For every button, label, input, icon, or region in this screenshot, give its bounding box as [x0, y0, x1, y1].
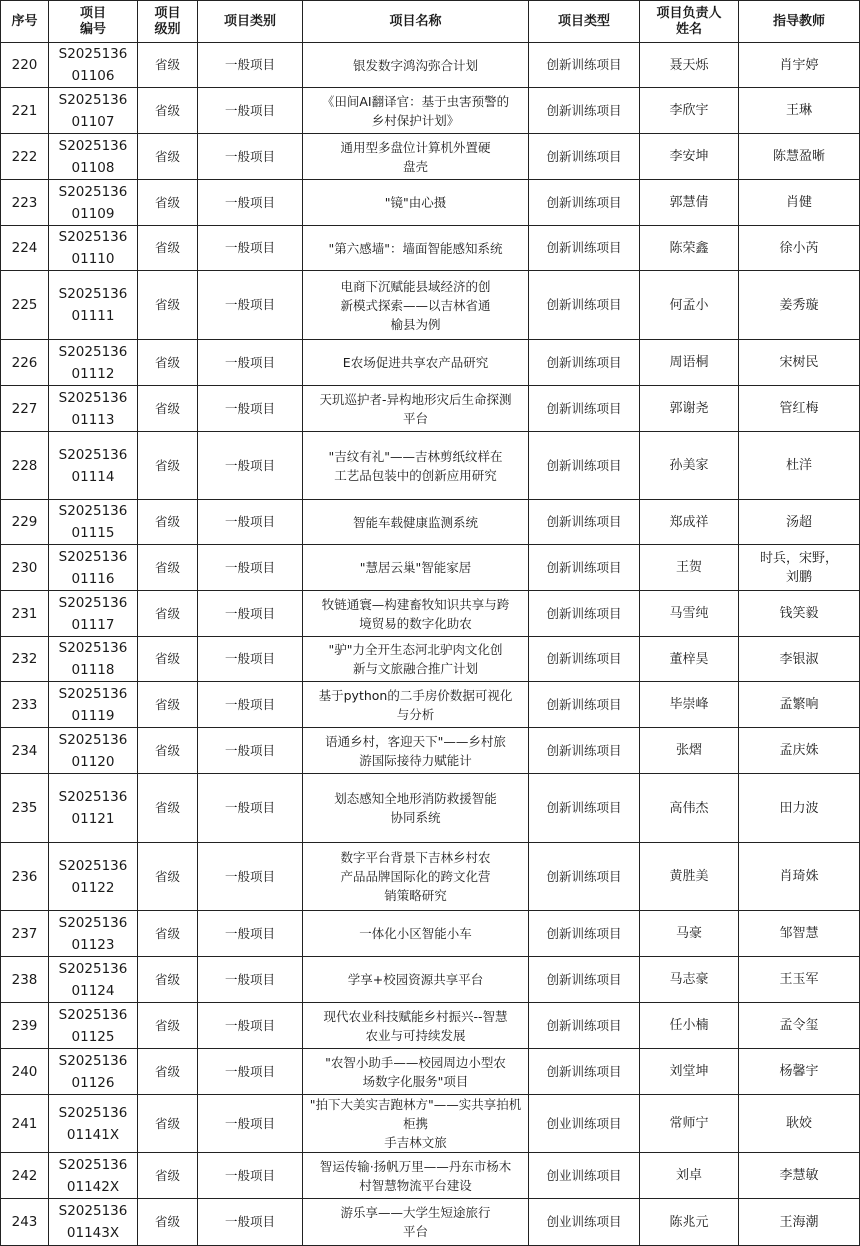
table-row: [1, 1049, 860, 1095]
cell-seq: 223: [1, 180, 49, 226]
cell-advisor: 李银淑: [739, 637, 860, 682]
cell-seq: 232: [1, 637, 49, 682]
cell-leader: 郭谢尧: [640, 386, 739, 432]
cell-level: 省级: [138, 1153, 198, 1199]
cell-leader: 聂天烁: [640, 43, 739, 88]
cell-project-name: "第六感墙"：墙面智能感知系统: [303, 226, 529, 271]
header-type: 项目类型: [529, 1, 640, 43]
table-row: [1, 271, 860, 340]
cell-project-name: "农智小助手——校园周边小型农 场数字化服务"项目: [303, 1049, 529, 1095]
cell-project-name: 电商下沉赋能县域经济的创 新模式探索——以吉林省通 榆县为例: [303, 271, 529, 340]
cell-project-type: 创新训练项目: [529, 1003, 640, 1049]
cell-code: S2025136 01116: [49, 545, 138, 591]
header-level: 项目 级别: [138, 1, 198, 43]
cell-seq: 226: [1, 340, 49, 386]
cell-advisor: 管红梅: [739, 386, 860, 432]
header-seq: 序号: [1, 1, 49, 43]
cell-leader: 董梓昊: [640, 637, 739, 682]
cell-level: 省级: [138, 386, 198, 432]
cell-seq: 236: [1, 843, 49, 911]
cell-project-name: 通用型多盘位计算机外置硬 盘壳: [303, 134, 529, 180]
cell-project-type: 创新训练项目: [529, 637, 640, 682]
cell-leader: 周语桐: [640, 340, 739, 386]
table-row: [1, 728, 860, 774]
cell-seq: 220: [1, 43, 49, 88]
cell-category: 一般项目: [198, 271, 303, 340]
table-row: [1, 957, 860, 1003]
cell-seq: 242: [1, 1153, 49, 1199]
cell-code: S2025136 01126: [49, 1049, 138, 1095]
cell-project-name: 基于python的二手房价数据可视化 与分析: [303, 682, 529, 728]
cell-project-type: 创新训练项目: [529, 43, 640, 88]
cell-advisor: 李慧敏: [739, 1153, 860, 1199]
cell-project-type: 创新训练项目: [529, 843, 640, 911]
header-name: 项目名称: [303, 1, 529, 43]
cell-project-name: 语通乡村，客迎天下"——乡村旅 游国际接待力赋能计: [303, 728, 529, 774]
table-row: [1, 1153, 860, 1199]
cell-seq: 224: [1, 226, 49, 271]
cell-category: 一般项目: [198, 545, 303, 591]
cell-advisor: 徐小芮: [739, 226, 860, 271]
cell-code: S2025136 01107: [49, 88, 138, 134]
cell-code: S2025136 01114: [49, 432, 138, 500]
cell-project-name: "镜"由心摄: [303, 180, 529, 226]
cell-project-type: 创新训练项目: [529, 500, 640, 545]
cell-advisor: 钱笑毅: [739, 591, 860, 637]
cell-level: 省级: [138, 728, 198, 774]
cell-project-type: 创新训练项目: [529, 957, 640, 1003]
cell-leader: 何孟小: [640, 271, 739, 340]
cell-project-type: 创新训练项目: [529, 545, 640, 591]
cell-code: S2025136 01109: [49, 180, 138, 226]
cell-project-name: 天玑巡护者-异构地形灾后生命探测 平台: [303, 386, 529, 432]
cell-leader: 马志豪: [640, 957, 739, 1003]
cell-leader: 刘卓: [640, 1153, 739, 1199]
cell-project-name: 一体化小区智能小车: [303, 911, 529, 957]
cell-seq: 238: [1, 957, 49, 1003]
cell-leader: 郑成祥: [640, 500, 739, 545]
cell-category: 一般项目: [198, 637, 303, 682]
cell-project-type: 创新训练项目: [529, 432, 640, 500]
cell-code: S2025136 01118: [49, 637, 138, 682]
cell-advisor: 田力波: [739, 774, 860, 843]
cell-leader: 常师宁: [640, 1095, 739, 1153]
cell-project-name: 《田间AI翻译官：基于虫害预警的 乡村保护计划》: [303, 88, 529, 134]
cell-category: 一般项目: [198, 1095, 303, 1153]
cell-category: 一般项目: [198, 1003, 303, 1049]
table-row: [1, 88, 860, 134]
cell-project-type: 创新训练项目: [529, 774, 640, 843]
cell-code: S2025136 01122: [49, 843, 138, 911]
table-row: [1, 1199, 860, 1246]
cell-project-type: 创新训练项目: [529, 88, 640, 134]
cell-level: 省级: [138, 271, 198, 340]
cell-project-type: 创新训练项目: [529, 180, 640, 226]
cell-code: S2025136 01141X: [49, 1095, 138, 1153]
cell-seq: 237: [1, 911, 49, 957]
cell-level: 省级: [138, 1049, 198, 1095]
cell-category: 一般项目: [198, 226, 303, 271]
cell-project-type: 创业训练项目: [529, 1199, 640, 1246]
cell-code: S2025136 01112: [49, 340, 138, 386]
cell-category: 一般项目: [198, 843, 303, 911]
cell-leader: 任小楠: [640, 1003, 739, 1049]
cell-level: 省级: [138, 1003, 198, 1049]
cell-leader: 陈兆元: [640, 1199, 739, 1246]
cell-advisor: 杨馨宇: [739, 1049, 860, 1095]
cell-code: S2025136 01142X: [49, 1153, 138, 1199]
cell-seq: 227: [1, 386, 49, 432]
cell-code: S2025136 01121: [49, 774, 138, 843]
cell-project-type: 创新训练项目: [529, 728, 640, 774]
cell-level: 省级: [138, 500, 198, 545]
header-leader: 项目负责人 姓名: [640, 1, 739, 43]
table-row: [1, 180, 860, 226]
cell-project-type: 创新训练项目: [529, 340, 640, 386]
cell-project-type: 创新训练项目: [529, 134, 640, 180]
cell-project-name: 学享+校园资源共享平台: [303, 957, 529, 1003]
cell-leader: 黄胜美: [640, 843, 739, 911]
cell-category: 一般项目: [198, 1049, 303, 1095]
table-row: [1, 682, 860, 728]
cell-advisor: 肖健: [739, 180, 860, 226]
cell-level: 省级: [138, 843, 198, 911]
cell-leader: 张熠: [640, 728, 739, 774]
cell-project-type: 创新训练项目: [529, 911, 640, 957]
table-row: [1, 226, 860, 271]
cell-project-name: "拍下大美实吉跑林方"——实共享拍机柜携 手吉林文旅: [303, 1095, 529, 1153]
cell-seq: 241: [1, 1095, 49, 1153]
cell-project-name: 银发数字鸿沟弥合计划: [303, 43, 529, 88]
cell-leader: 刘堂坤: [640, 1049, 739, 1095]
cell-seq: 243: [1, 1199, 49, 1246]
cell-advisor: 杜洋: [739, 432, 860, 500]
cell-seq: 234: [1, 728, 49, 774]
cell-code: S2025136 01125: [49, 1003, 138, 1049]
table-row: [1, 386, 860, 432]
cell-project-name: 游乐享——大学生短途旅行 平台: [303, 1199, 529, 1246]
cell-level: 省级: [138, 774, 198, 843]
cell-advisor: 王琳: [739, 88, 860, 134]
cell-category: 一般项目: [198, 386, 303, 432]
cell-project-name: 智运传输·扬帆万里——丹东市杨木 村智慧物流平台建设: [303, 1153, 529, 1199]
cell-leader: 毕崇峰: [640, 682, 739, 728]
cell-project-name: 划态感知全地形消防救援智能 协同系统: [303, 774, 529, 843]
cell-code: S2025136 01143X: [49, 1199, 138, 1246]
cell-seq: 222: [1, 134, 49, 180]
cell-level: 省级: [138, 1095, 198, 1153]
cell-code: S2025136 01123: [49, 911, 138, 957]
table-row: [1, 43, 860, 88]
table-row: [1, 637, 860, 682]
cell-level: 省级: [138, 340, 198, 386]
cell-code: S2025136 01110: [49, 226, 138, 271]
cell-leader: 李欣宇: [640, 88, 739, 134]
cell-project-type: 创新训练项目: [529, 591, 640, 637]
table-row: [1, 774, 860, 843]
cell-level: 省级: [138, 1199, 198, 1246]
cell-leader: 高伟杰: [640, 774, 739, 843]
table-row: [1, 432, 860, 500]
header-code: 项目 编号: [49, 1, 138, 43]
table-row: [1, 1003, 860, 1049]
cell-leader: 李安坤: [640, 134, 739, 180]
cell-advisor: 王玉军: [739, 957, 860, 1003]
cell-advisor: 孟庆姝: [739, 728, 860, 774]
cell-project-name: 数字平台背景下吉林乡村农 产品品牌国际化的跨文化营 销策略研究: [303, 843, 529, 911]
table-row: [1, 545, 860, 591]
table-row: [1, 340, 860, 386]
cell-advisor: 陈慧盈晰: [739, 134, 860, 180]
cell-category: 一般项目: [198, 682, 303, 728]
cell-project-type: 创新训练项目: [529, 1049, 640, 1095]
cell-code: S2025136 01111: [49, 271, 138, 340]
cell-category: 一般项目: [198, 340, 303, 386]
table-row: [1, 1095, 860, 1153]
cell-seq: 229: [1, 500, 49, 545]
cell-category: 一般项目: [198, 500, 303, 545]
cell-project-name: E农场促进共享农产品研究: [303, 340, 529, 386]
cell-leader: 孙美家: [640, 432, 739, 500]
cell-code: S2025136 01106: [49, 43, 138, 88]
cell-category: 一般项目: [198, 43, 303, 88]
cell-leader: 马豪: [640, 911, 739, 957]
cell-advisor: 耿姣: [739, 1095, 860, 1153]
cell-seq: 233: [1, 682, 49, 728]
cell-advisor: 宋树民: [739, 340, 860, 386]
table-row: [1, 911, 860, 957]
cell-advisor: 孟繁响: [739, 682, 860, 728]
cell-level: 省级: [138, 637, 198, 682]
cell-category: 一般项目: [198, 911, 303, 957]
cell-code: S2025136 01113: [49, 386, 138, 432]
cell-project-name: "慧居云巢"智能家居: [303, 545, 529, 591]
cell-code: S2025136 01108: [49, 134, 138, 180]
cell-advisor: 孟令玺: [739, 1003, 860, 1049]
table-row: [1, 591, 860, 637]
cell-category: 一般项目: [198, 591, 303, 637]
cell-category: 一般项目: [198, 432, 303, 500]
cell-project-type: 创新训练项目: [529, 226, 640, 271]
cell-code: S2025136 01117: [49, 591, 138, 637]
cell-advisor: 肖宇婷: [739, 43, 860, 88]
cell-level: 省级: [138, 180, 198, 226]
cell-seq: 239: [1, 1003, 49, 1049]
cell-level: 省级: [138, 432, 198, 500]
cell-advisor: 汤超: [739, 500, 860, 545]
cell-seq: 228: [1, 432, 49, 500]
cell-code: S2025136 01119: [49, 682, 138, 728]
cell-category: 一般项目: [198, 957, 303, 1003]
cell-advisor: 邹智慧: [739, 911, 860, 957]
cell-category: 一般项目: [198, 728, 303, 774]
header-advisor: 指导教师: [739, 1, 860, 43]
cell-leader: 王贺: [640, 545, 739, 591]
cell-level: 省级: [138, 545, 198, 591]
cell-level: 省级: [138, 682, 198, 728]
cell-code: S2025136 01120: [49, 728, 138, 774]
cell-project-type: 创新训练项目: [529, 682, 640, 728]
cell-leader: 郭慧倩: [640, 180, 739, 226]
cell-leader: 马雪纯: [640, 591, 739, 637]
cell-category: 一般项目: [198, 1199, 303, 1246]
cell-code: S2025136 01115: [49, 500, 138, 545]
cell-advisor: 时兵，宋野， 刘鹏: [739, 545, 860, 591]
cell-seq: 240: [1, 1049, 49, 1095]
cell-category: 一般项目: [198, 88, 303, 134]
cell-project-type: 创新训练项目: [529, 271, 640, 340]
header-row: [1, 1, 860, 43]
cell-category: 一般项目: [198, 1153, 303, 1199]
header-category: 项目类别: [198, 1, 303, 43]
cell-category: 一般项目: [198, 774, 303, 843]
cell-seq: 221: [1, 88, 49, 134]
cell-seq: 230: [1, 545, 49, 591]
cell-advisor: 姜秀璇: [739, 271, 860, 340]
cell-level: 省级: [138, 88, 198, 134]
cell-seq: 225: [1, 271, 49, 340]
cell-category: 一般项目: [198, 180, 303, 226]
cell-level: 省级: [138, 911, 198, 957]
cell-level: 省级: [138, 134, 198, 180]
table-row: [1, 134, 860, 180]
cell-code: S2025136 01124: [49, 957, 138, 1003]
cell-category: 一般项目: [198, 134, 303, 180]
cell-level: 省级: [138, 591, 198, 637]
cell-level: 省级: [138, 43, 198, 88]
cell-project-name: 现代农业科技赋能乡村振兴--智慧 农业与可持续发展: [303, 1003, 529, 1049]
cell-advisor: 肖琦姝: [739, 843, 860, 911]
cell-project-type: 创业训练项目: [529, 1153, 640, 1199]
cell-project-name: "吉纹有礼"——吉林剪纸纹样在 工艺品包装中的创新应用研究: [303, 432, 529, 500]
cell-project-type: 创新训练项目: [529, 386, 640, 432]
table-row: [1, 500, 860, 545]
cell-leader: 陈荣鑫: [640, 226, 739, 271]
cell-project-type: 创业训练项目: [529, 1095, 640, 1153]
table-row: [1, 843, 860, 911]
cell-seq: 231: [1, 591, 49, 637]
cell-project-name: "驴"力全开生态河北驴肉文化创 新与文旅融合推广计划: [303, 637, 529, 682]
cell-level: 省级: [138, 226, 198, 271]
cell-advisor: 王海潮: [739, 1199, 860, 1246]
cell-level: 省级: [138, 957, 198, 1003]
cell-seq: 235: [1, 774, 49, 843]
cell-project-name: 牧链通寰—构建畜牧知识共享与跨 境贸易的数字化助农: [303, 591, 529, 637]
cell-project-name: 智能车载健康监测系统: [303, 500, 529, 545]
